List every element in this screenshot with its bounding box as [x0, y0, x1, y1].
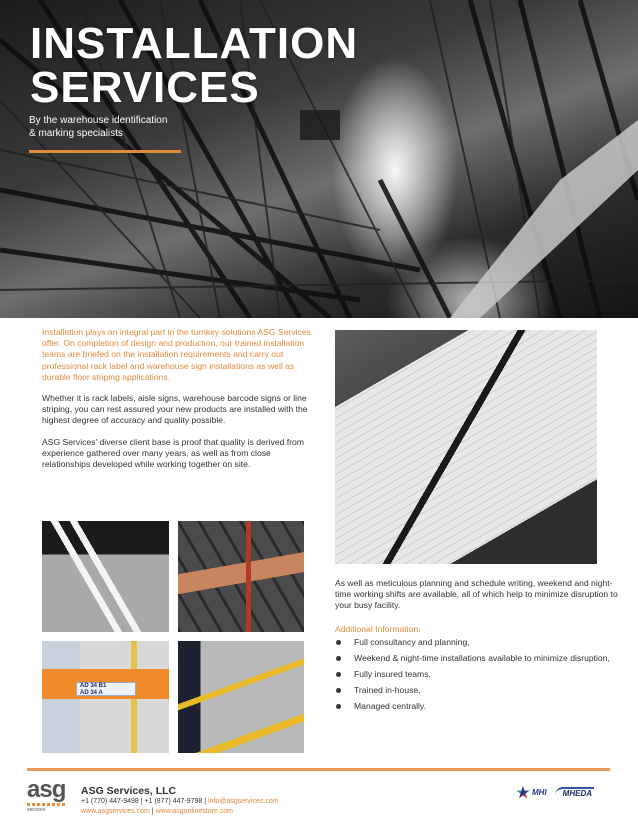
- asg-logo: [27, 776, 67, 817]
- list-item-text: Fully insured teams,: [354, 669, 431, 679]
- photo-rack-label: [42, 641, 169, 753]
- partner-logos: [516, 786, 594, 799]
- planning-paragraph: As well as meticulous planning and schedule writing, weekend and night-time working shifts are available, all of which help to minimize disruption to your busy facility.: [335, 578, 618, 610]
- bullet-icon: [336, 656, 341, 661]
- logo-wordmark: asg: [27, 776, 66, 803]
- logo-subtext: services: [27, 807, 46, 813]
- company-name: ASG Services, LLC: [81, 785, 177, 797]
- list-item: [335, 701, 625, 712]
- paragraph-products: Whether it is rack labels, aisle signs, warehouse barcode signs or line striping, you can rest assured your new products are installed with the highest degree of accuracy and quality possible.: [42, 393, 308, 426]
- additional-info-heading: Additional Information:: [335, 624, 421, 634]
- email-link[interactable]: info@asgservices.com: [208, 798, 279, 805]
- intro-paragraph: Installation plays an integral part in the turnkey solutions ASG Services offer. On completion of design and production, our trained installation teams are briefed on the installation requirements and carry out professional rack label and warehouse sign installations as well as durable floor striping applications.: [42, 327, 311, 382]
- list-item-text: Weekend & night-time installations available to minimize disruption,: [354, 653, 610, 663]
- list-item-text: Full consultancy and planning,: [354, 637, 470, 647]
- page-title: [30, 19, 359, 112]
- bullet-icon: [336, 688, 341, 693]
- phone-1[interactable]: +1 (770) 447-9498: [81, 798, 139, 805]
- subtitle-line-2: & marking specialists: [29, 128, 123, 139]
- title-line-1: INSTALLATION: [30, 19, 359, 68]
- star-icon: [516, 786, 530, 799]
- subtitle-line-1: By the warehouse identification: [29, 115, 168, 126]
- hero-subtitle: [29, 114, 229, 140]
- photo-sign-hanging: [178, 521, 304, 632]
- separator: |: [138, 798, 145, 805]
- separator: |: [202, 798, 209, 805]
- paragraph-clients: ASG Services' diverse client base is proof that quality is derived from experience gathered over many years, as well as from close relationships developed while working together on site.: [42, 436, 304, 470]
- mhi-logo: [516, 786, 547, 799]
- title-line-2: SERVICES: [30, 63, 260, 112]
- mheda-logo: MHEDA: [555, 787, 594, 798]
- bullet-icon: [336, 640, 341, 645]
- list-item: [335, 653, 625, 664]
- websites-line: [81, 807, 279, 817]
- rack-label: [76, 682, 136, 696]
- bullet-icon: [336, 704, 341, 709]
- list-item-text: Managed centrally.: [354, 701, 426, 711]
- contact-line: [81, 797, 279, 807]
- footer-divider: [27, 768, 610, 771]
- hero-divider: [29, 150, 181, 153]
- phone-2[interactable]: +1 (877) 447-9798: [144, 798, 203, 805]
- bullet-icon: [336, 672, 341, 677]
- separator: |: [149, 808, 156, 815]
- company-info: [81, 785, 279, 817]
- website-link-2[interactable]: www.asgonlinestore.com: [155, 808, 234, 815]
- list-item: [335, 669, 625, 680]
- photo-planning: [335, 330, 597, 564]
- right-text-column: [335, 578, 625, 717]
- website-link-1[interactable]: www.asgservices.com: [81, 808, 150, 815]
- additional-info-list: [335, 637, 625, 712]
- list-item: [335, 637, 625, 648]
- rack-label-line-1: AD 34 B1: [80, 683, 107, 689]
- photo-floor-tape: [42, 521, 169, 632]
- rack-label-line-2: AD 34 A: [80, 689, 103, 696]
- mhi-text: MHI: [532, 788, 547, 797]
- photo-line-striping: [178, 641, 304, 753]
- list-item: [335, 685, 625, 696]
- list-item-text: Trained in-house,: [354, 685, 421, 695]
- left-text-column: [42, 327, 312, 480]
- hero-banner: [0, 0, 638, 318]
- logo-dots-icon: [27, 803, 67, 806]
